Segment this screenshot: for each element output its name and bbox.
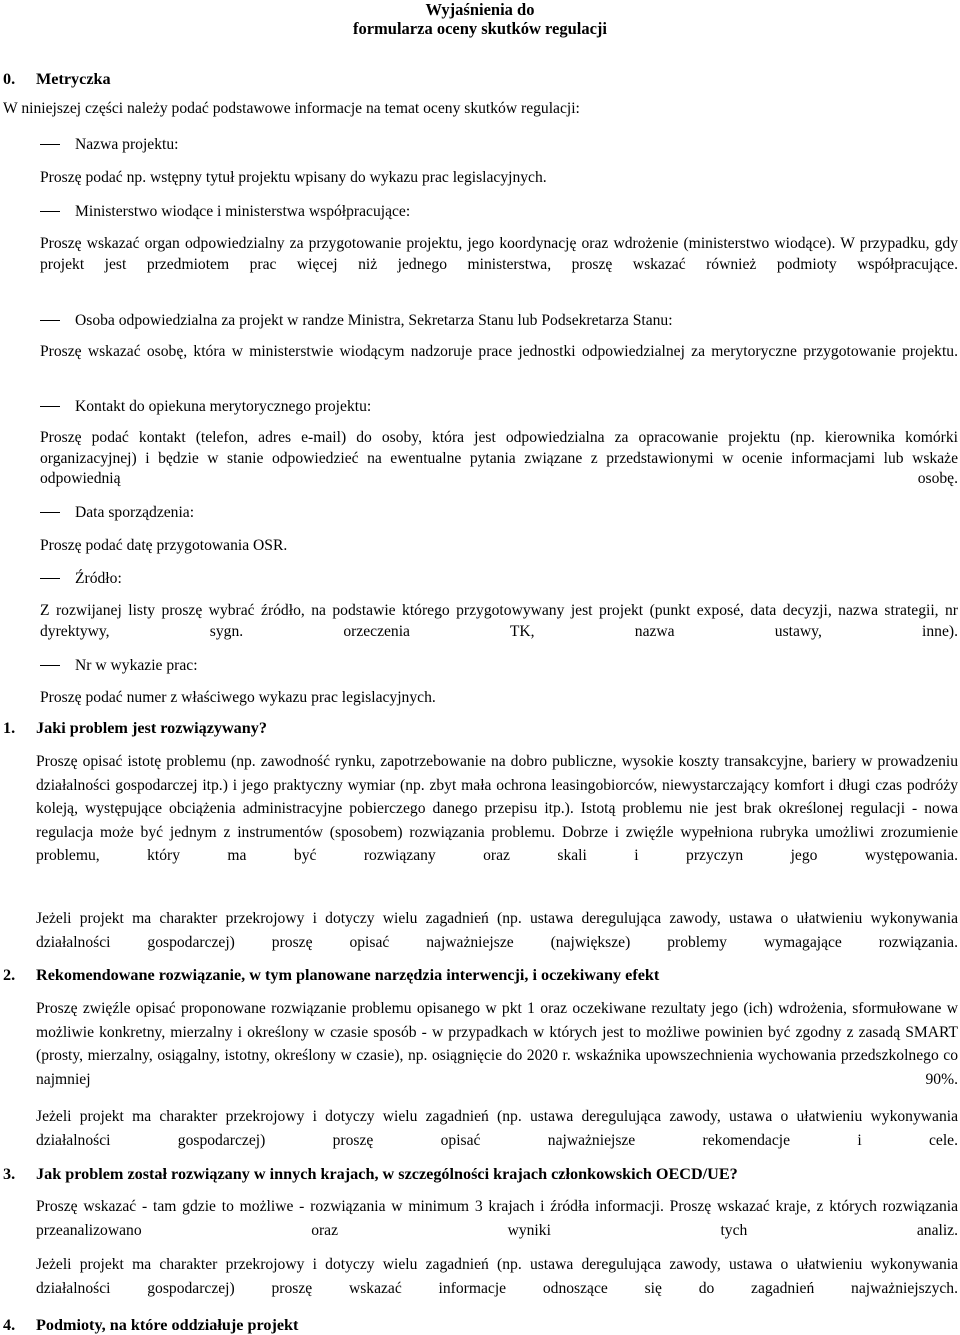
item-text: Proszę wskazać osobę, która w ministerstwie wiodącym nadzoruje prace jednostki odpowiedzialnej za merytoryczne przygotowanie projektu.: [40, 343, 958, 360]
section-0-heading: Metryczka: [36, 70, 111, 88]
item-label: Ministerstwo wiodące i ministerstwa współpracujące:: [75, 203, 411, 220]
section-4-heading: Podmioty, na które oddziałuje projekt: [36, 1316, 299, 1334]
item-label: Źródło:: [75, 570, 122, 587]
section-1-heading: Jaki problem jest rozwiązywany?: [36, 719, 267, 737]
dash-icon: [40, 144, 60, 145]
list-item-osoba: [40, 311, 673, 331]
list-item-nazwa: [40, 135, 178, 155]
dash-icon: [40, 665, 60, 666]
list-item-kontakt: [40, 397, 371, 417]
dash-icon: [40, 406, 60, 407]
list-item-nr-wykazu: [40, 656, 198, 676]
section-1-paragraph-1: Proszę opisać istotę problemu (np. zawodność rynku, zapotrzebowanie na dobro publiczne, wysokie koszty transakcyjne, bariery w prowadzeniu działalności gospodarczej itp.) i jego praktyczny wymiar (np. zbyt mała ochrona leasingobiorców, niewystarczający komfort i długi czas podróży koleją, występujące obciążenia administracyjne pobierczego danego przepisu itp.). Istotą problemu nie jest brak określonej regulacji - nowa regulacja może być jednym z instrumentów (sposobem) rozwiązania problemu. Dobrze i zwięźle wypełniona rubryka umożliwi zrozumienie problemu, który ma być rozwiązany oraz skali i przyczyn jego występowania.: [36, 753, 958, 864]
section-2-paragraph-1: Proszę zwięźle opisać proponowane rozwiązanie problemu opisanego w pkt 1 oraz oczekiwane rezultaty jego (ich) wdrożenia, sformułowane w możliwie konkretny, mierzalny i określony w czasie sposób - w przypadkach w których jest to możliwe powinien być zgodny z zasadą SMART (prosty, mierzalny, osiągalny, istotny, określony w czasie), np. osiągnięcie do 2020 r. wskaźnika upowszechnienia wychowania przedszkolnego co najmniej 90%.: [36, 1000, 958, 1088]
item-label: Data sporządzenia:: [75, 504, 195, 521]
item-text: Z rozwijanej listy proszę wybrać źródło, na podstawie którego przygotowywany jest projekt (punkt exposé, data decyzji, nazwa strategii, nr dyrektywy, sygn. orzeczenia TK, nazwa ustawy, inne).: [40, 602, 958, 640]
item-label: Nazwa projektu:: [75, 136, 179, 153]
dash-icon: [40, 320, 60, 321]
list-item-zrodlo: [40, 569, 122, 589]
section-0-intro: W niniejszej części należy podać podstawowe informacje na temat oceny skutków regulacji:: [3, 100, 580, 117]
dash-icon: [40, 578, 60, 579]
dash-icon: [40, 512, 60, 513]
section-1-number: 1.: [3, 719, 16, 737]
section-1-paragraph-2: Jeżeli projekt ma charakter przekrojowy i dotyczy wielu zagadnień (np. ustawa deregulująca zawody, ustawa o ułatwieniu wykonywania działalności gospodarczej) proszę opisać najważniejsze (największe) problemy wymagające rozwiązania.: [36, 910, 958, 951]
document-title-line-1: Wyjaśnienia do: [425, 0, 535, 19]
section-4-number: 4.: [3, 1316, 16, 1334]
section-0-number: 0.: [3, 70, 16, 88]
section-3-paragraph-2: Jeżeli projekt ma charakter przekrojowy i dotyczy wielu zagadnień (np. ustawa deregulująca zawody, ustawa o ułatwieniu wykonywania działalności gospodarczej) proszę wskazać informacje odnoszące się do zagadnień najważniejszych.: [36, 1256, 958, 1297]
item-label: Nr w wykazie prac:: [75, 657, 198, 674]
list-item-ministerstwo: [40, 202, 410, 222]
item-label: Osoba odpowiedzialna za projekt w randze Ministra, Sekretarza Stanu lub Podsekretarza Stanu:: [75, 312, 673, 329]
section-3-number: 3.: [3, 1165, 16, 1183]
section-2-heading: Rekomendowane rozwiązanie, w tym planowane narzędzia interwencji, i oczekiwany efekt: [36, 966, 660, 984]
section-2-number: 2.: [3, 966, 16, 984]
item-text: Proszę podać numer z właściwego wykazu prac legislacyjnych.: [40, 689, 436, 706]
item-text: Proszę podać datę przygotowania OSR.: [40, 537, 288, 554]
item-text: Proszę podać np. wstępny tytuł projektu wpisany do wykazu prac legislacyjnych.: [40, 169, 547, 186]
section-3-heading: Jak problem został rozwiązany w innych krajach, w szczególności krajach członkowskich OECD/UE?: [36, 1165, 738, 1183]
section-3-paragraph-1: Proszę wskazać - tam gdzie to możliwe - rozwiązania w minimum 3 krajach i źródła informacji. Proszę wskazać kraje, z których rozwiązania przeanalizowano oraz wyniki tych analiz.: [36, 1198, 958, 1239]
list-item-data: [40, 503, 194, 523]
dash-icon: [40, 211, 60, 212]
item-text: Proszę podać kontakt (telefon, adres e-mail) do osoby, która jest odpowiedzialna za opracowanie projektu (np. kierownika komórki organizacyjnej) i będzie w stanie odpowiedzieć na ewentualne pytania związane z przedstawionymi w ocenie informacjami lub wskaże odpowiednią osobę.: [40, 429, 958, 487]
item-text: Proszę wskazać organ odpowiedzialny za przygotowanie projektu, jego koordynację oraz wdrożenie (ministerstwo wiodące). W przypadku, gdy projekt jest przedmiotem prac więcej niż jednego ministerstwa, proszę wskazać również podmioty współpracujące.: [40, 235, 958, 273]
item-label: Kontakt do opiekuna merytorycznego projektu:: [75, 398, 372, 415]
section-2-paragraph-2: Jeżeli projekt ma charakter przekrojowy i dotyczy wielu zagadnień (np. ustawa deregulująca zawody, ustawa o ułatwieniu wykonywania działalności gospodarczej) proszę opisać najważniejsze rekomendacje i cele.: [36, 1108, 958, 1149]
document-title-line-2: formularza oceny skutków regulacji: [352, 19, 608, 38]
